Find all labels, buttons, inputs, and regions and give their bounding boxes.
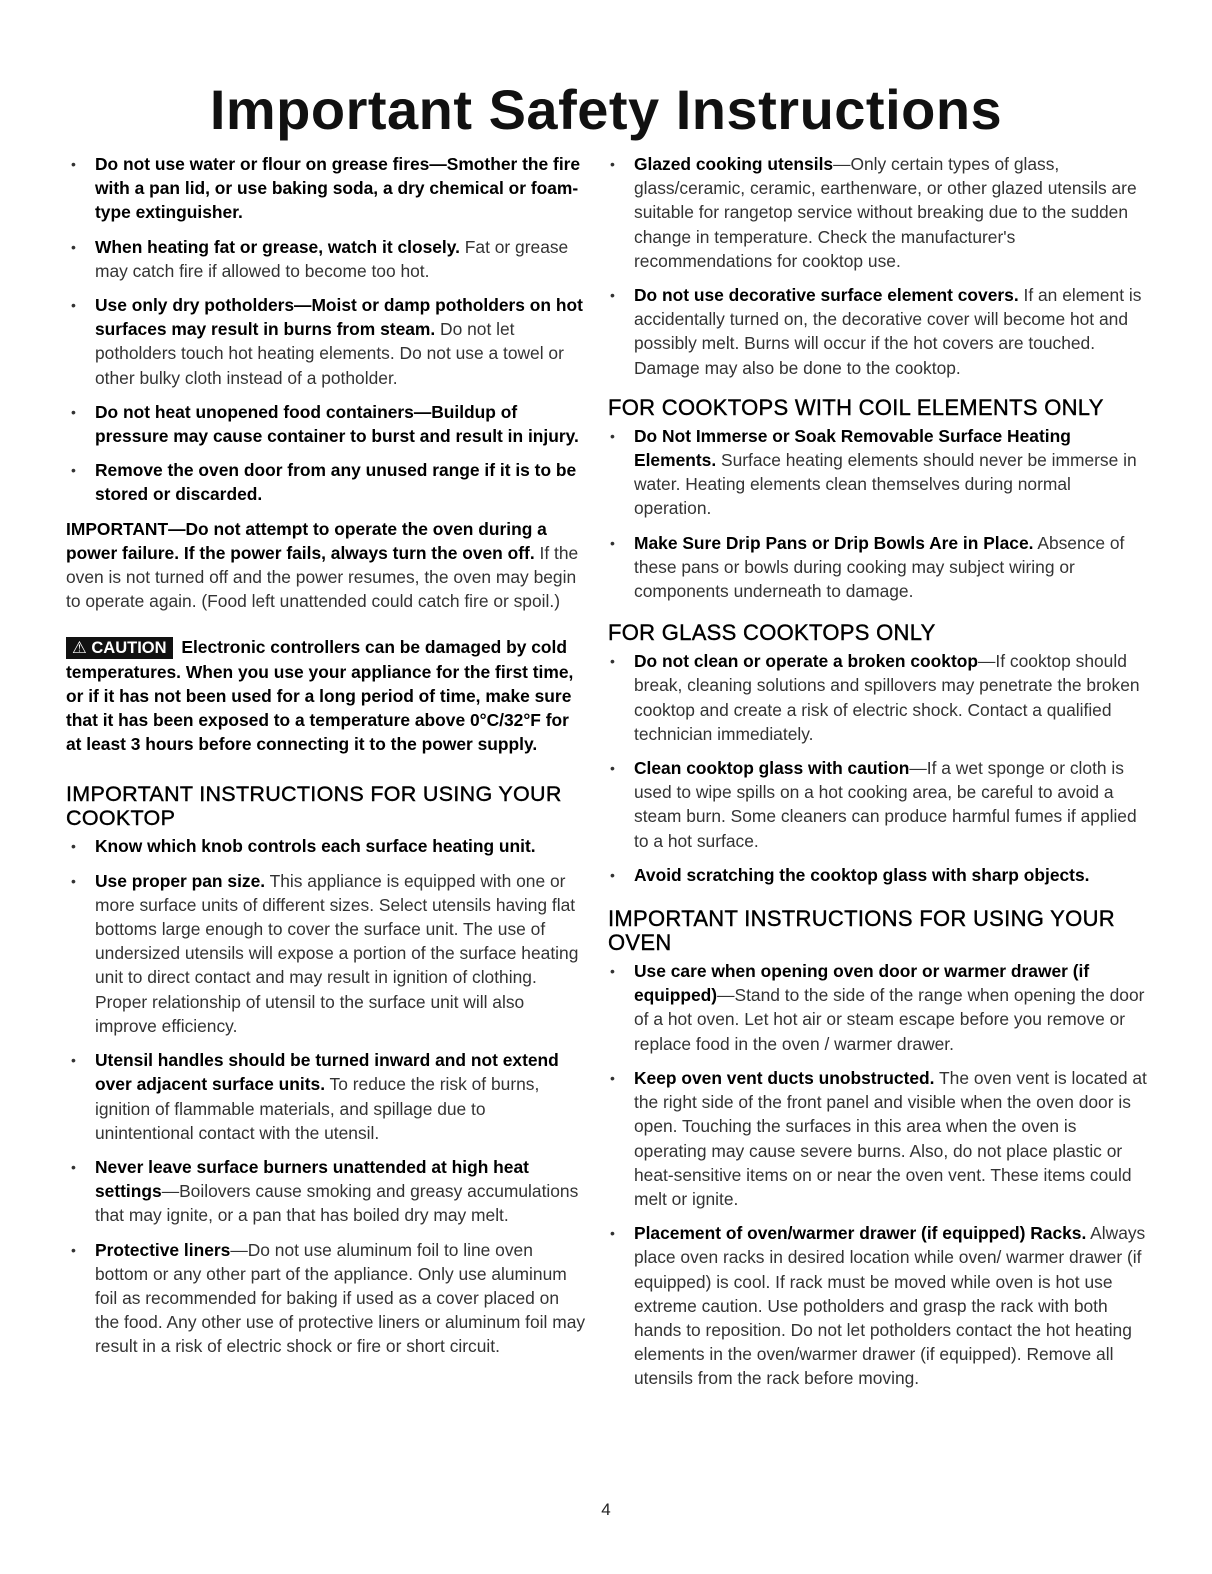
coil-list (608, 424, 1148, 603)
list-item: • Protective liners—Do not use aluminum foil to line oven bottom or any other part of the appliance. Only use aluminum foil as recommended for baking if used as a cover placed on the food. Any other use of protective liners or aluminum foil may result in a risk of electric shock or fire or short circuit. (66, 1238, 588, 1359)
list-item: • Use only dry potholders—Moist or damp potholders on hot surfaces may result in burns from steam. Do not let potholders touch hot heating elements. Do not use a towel or other bulky cloth instead of a potholder. (66, 293, 588, 390)
list-item: • Do not use water or flour on grease fires—Smother the fire with a pan lid, or use baking soda, a dry chemical or foam-type extinguisher. (66, 152, 588, 225)
list-item: • When heating fat or grease, watch it closely. Fat or grease may catch fire if allowed to become too hot. (66, 235, 588, 283)
caution-note: ⚠ CAUTION Electronic controllers can be damaged by cold temperatures. When you use your appliance for the first time, or if it has not been used for a long period of time, make sure that it has been exposed to a temperature above 0°C/32°F for at least 3 hours before connecting it to the power supply. (66, 637, 574, 755)
oven-list (608, 959, 1148, 1390)
right-column (608, 152, 1148, 1401)
list-item: • Do not heat unopened food containers—Buildup of pressure may cause container to burst and result in injury. (66, 400, 588, 448)
list-item: • Glazed cooking utensils—Only certain types of glass, glass/ceramic, ceramic, earthenware, or other glazed utensils are suitable for rangetop service without breaking due to the sudden change in temperature. Check the manufacturer's recommendations for cooktop use. (608, 152, 1148, 273)
list-item: • Placement of oven/warmer drawer (if equipped) Racks. Always place oven racks in desired location while oven/ warmer drawer (if equipped) is cool. If rack must be moved while oven is hot use extreme caution. Use potholders and grasp the rack with both hands to reposition. Do not let potholders contact the hot heating elements in the oven/warmer drawer (if equipped). Remove all utensils from the rack before moving. (608, 1221, 1148, 1390)
cooktop-list (66, 834, 588, 1358)
oven-section-heading: IMPORTANT INSTRUCTIONS FOR USING YOUR OVEN (608, 906, 1115, 956)
cooktop-section-heading: IMPORTANT INSTRUCTIONS FOR USING YOUR COOKTOP (66, 782, 562, 831)
list-item: • Know which knob controls each surface heating unit. (66, 834, 588, 858)
page-number: 4 (601, 1500, 611, 1519)
list-item: • Remove the oven door from any unused range if it is to be stored or discarded. (66, 458, 588, 506)
list-item: • Make Sure Drip Pans or Drip Bowls Are in Place. Absence of these pans or bowls during cooking may subject wiring or components underneath to damage. (608, 531, 1148, 604)
list-item: • Use proper pan size. This appliance is equipped with one or more surface units of different sizes. Select utensils having flat bottoms large enough to cover the surface unit. The use of undersized utensils will expose a portion of the surface heating unit to direct contact and may result in ignition of clothing. Proper relationship of utensil to the surface unit will also improve efficiency. (66, 869, 588, 1038)
list-item: • Do Not Immerse or Soak Removable Surface Heating Elements. Surface heating elements should never be immerse in water. Heating elements clean themselves during normal operation. (608, 424, 1148, 521)
utensils-list (608, 152, 1148, 380)
list-item: • Do not use decorative surface element covers. If an element is accidentally turned on, the decorative cover will become hot and possibly melt. Burns will occur if the hot covers are touched. Damage may also be done to the cooktop. (608, 283, 1148, 380)
list-item: • Utensil handles should be turned inward and not extend over adjacent surface units. To reduce the risk of burns, ignition of flammable materials, and spillage due to unintentional contact with the utensil. (66, 1048, 588, 1145)
list-item: • Never leave surface burners unattended at high heat settings—Boilovers cause smoking and greasy accumulations that may ignite, or a pan that has boiled dry may melt. (66, 1155, 588, 1228)
list-item: • Keep oven vent ducts unobstructed. The oven vent is located at the right side of the front panel and visible when the oven door is open. Touching the surfaces in this area when the oven is operating may cause severe burns. Also, do not place plastic or heat-sensitive items on or near the oven vent. These items could melt or ignite. (608, 1066, 1148, 1211)
glass-section-heading: FOR GLASS COOKTOPS ONLY (608, 620, 936, 646)
page-title: Important Safety Instructions (209, 78, 1003, 141)
glass-list (608, 649, 1148, 887)
power-failure-note: IMPORTANT—Do not attempt to operate the oven during a power failure. If the power fails, always turn the oven off. If the oven is not turned off and the power resumes, the oven may begin to operate again. (Food left unattended could catch fire or spoil.) (66, 518, 579, 612)
left-column (66, 152, 588, 1369)
coil-section-heading: FOR COOKTOPS WITH COIL ELEMENTS ONLY (608, 394, 1104, 420)
list-item: • Do not clean or operate a broken cooktop—If cooktop should break, cleaning solutions and spillovers may penetrate the broken cooktop and create a risk of electric shock. Contact a qualified technician immediately. (608, 649, 1148, 746)
list-item: • Avoid scratching the cooktop glass with sharp objects. (608, 863, 1148, 887)
list-item: • Clean cooktop glass with caution—If a wet sponge or cloth is used to wipe spills on a hot cooking area, be careful to avoid a steam burn. Some cleaners can produce harmful fumes if applied to a hot surface. (608, 756, 1148, 853)
list-item: • Use care when opening oven door or warmer drawer (if equipped)—Stand to the side of the range when opening the door of a hot oven. Let hot air or steam escape before you remove or replace food in the oven / warmer drawer. (608, 959, 1148, 1056)
general-safety-list (66, 152, 588, 507)
caution-badge: ⚠ CAUTION (66, 637, 173, 659)
